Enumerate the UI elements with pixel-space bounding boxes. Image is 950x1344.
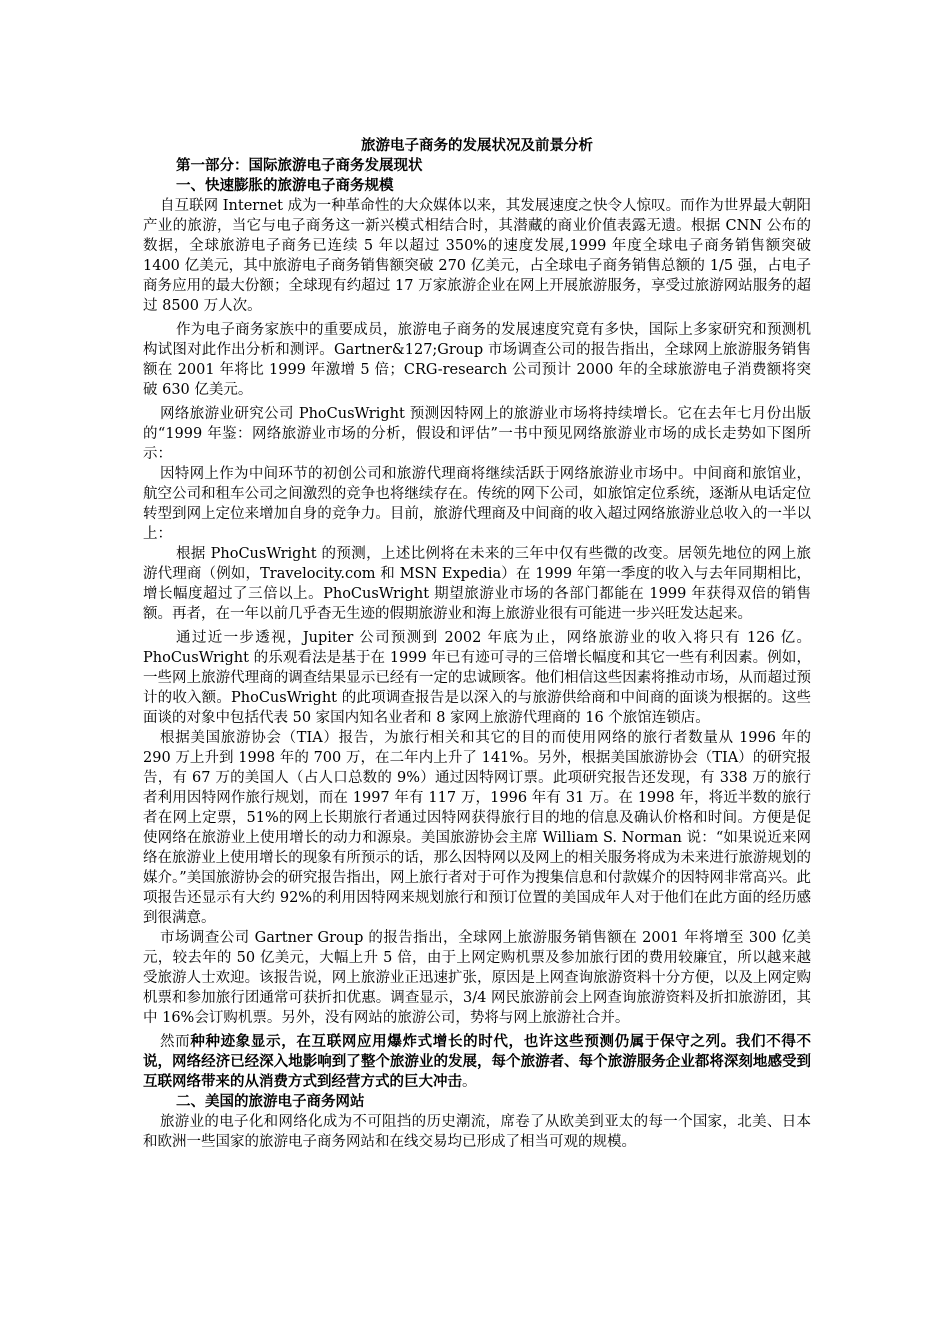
section-heading-2: 二、美国的旅游电子商务网站 [176,1093,365,1110]
paragraph-6: 通过近一步透视，Jupiter 公司预测到 2002 年底为止，网络旅游业的收入将只有 126 亿。PhoCusWright 的乐观看法是基于在 1999 年已有迹可寻的三倍增长幅度和其它一些有利因素。例如，一些网上旅游代理商的调查结果显示已经有一定的忠诚顾客。他们相信这些因素将推动市场，从而超过预计的收入额。PhoCusWright 的此项调查报告是以深入的与旅游供给商和中间商的面谈为根据的。这些面谈的对象中包括代表 50 家国内知名业者和 8 家网上旅游代理商的 16 个旅馆连锁店。 [143,630,811,726]
document-body [143,136,811,1152]
paragraph-8: 市场调查公司 Gartner Group 的报告指出，全球网上旅游服务销售额在 2001 年将增至 300 亿美元，较去年的 50 亿美元，大幅上升 5 倍，由于上网定购机票及参加旅行团的费用较廉宜，所以越来越受旅游人士欢迎。该报告说，网上旅游业正迅速扩张，原因是上网查询旅游资料十分方便，以及上网定购机票和参加旅行团通常可获折扣优惠。调查显示，3/4 网民旅游前会上网查询旅游资料及折扣旅游团，其中 16%会订购机票。另外，没有网站的旅游公司，势将与网上旅游社合并。 [143,930,811,1026]
section-heading-1: 一、快速膨胀的旅游电子商务规模 [176,177,394,194]
document-title: 旅游电子商务的发展状况及前景分析 [361,137,593,154]
paragraph-10: 旅游业的电子化和网络化成为不可阻挡的历史潮流，席卷了从欧美到亚太的每一个国家，北美、日本和欧洲一些国家的旅游电子商务网站和在线交易均已形成了相当可观的规模。 [143,1114,811,1150]
paragraph-1: 自互联网 Internet 成为一种革命性的大众媒体以来，其发展速度之快令人惊叹。而作为世界最大朝阳产业的旅游，当它与电子商务这一新兴模式相结合时，其潜藏的商业价值表露无遗。根据 CNN 公布的数据，全球旅游电子商务已连续 5 年以超过 350%的速度发展,1999 年度全球电子商务销售额突破 1400 亿美元，其中旅游电子商务销售额突破 270 亿美元，占全球电子商务销售总额的 1/5 强，占电子商务应用的最大份额；全球现有约超过 17 万家旅游企业在网上开展旅游服务，享受过旅游网站服务的超过 8500 万人次。 [143,198,811,314]
paragraph-9-emphasis: 种种迹象显示，在互联网应用爆炸式增长的时代，也许这些预测仍属于保守之列。我们不得不说，网络经济已经深入地影响到了整个旅游业的发展，每个旅游者、每个旅游服务企业都将深刻地感受到互联网络带来的从消费方式到经营方式的巨大冲击 [143,1033,811,1090]
paragraph-7: 根据美国旅游协会（TIA）报告，为旅行相关和其它的目的而使用网络的旅行者数量从 1996 年的 290 万上升到 1998 年的 700 万，在二年内上升了 141%。另外，根据美国旅游协会（TIA）的研究报告，有 67 万的美国人（占人口总数的 9%）通过因特网订票。此项研究报告还发现，有 338 万的旅行者利用因特网作旅行规划，而在 1997 年有 117 万，1996 年有 31 万。在 1998 年，将近半数的旅行者在网上定票，51%的网上长期旅行者通过因特网获得旅行目的地的信息及确认价格和时间。方便是促使网络在旅游业上使用增长的动力和源泉。美国旅游协会主席 William S. Norman 说：“如果说近来网络在旅游业上使用增长的现象有所预示的话，那么因特网以及网上的相关服务将成为未来进行旅游规划的媒介。”美国旅游协会的研究报告指出，网上旅行者对于可作为搜集信息和付款媒介的因特网非常高兴。此项报告还显示有大约 92%的利用因特网来规划旅行和预订位置的美国成年人对于他们在此方面的经历感到很满意。 [143,730,811,926]
paragraph-5: 根据 PhoCusWright 的预测，上述比例将在未来的三年中仅有些微的改变。居领先地位的网上旅游代理商（例如，Travelocity.com 和 MSN Expedia）在 1999 年第一季度的收入与去年同期相比，增长幅度超过了三倍以上。PhoCusWright 期望旅游业市场的各部门都能在 1999 年获得双倍的销售额。再者，在一年以前几乎杳无生迹的假期旅游业和海上旅游业很有可能进一步兴旺发达起来。 [143,546,811,622]
paragraph-3: 网络旅游业研究公司 PhoCusWright 预测因特网上的旅游业市场将持续增长。它在去年七月份出版的“1999 年鉴：网络旅游业市场的分析，假设和评估”一书中预见网络旅游业市场的成长走势如下图所示： [143,406,811,462]
paragraph-9 [143,1032,811,1092]
paragraph-2: 作为电子商务家族中的重要成员，旅游电子商务的发展速度究竟有多快，国际上多家研究和预测机构试图对此作出分析和测评。Gartner&127;Group 市场调查公司的报告指出，全球网上旅游服务销售额在 2001 年将比 1999 年激增 5 倍；CRG-research 公司预计 2000 年的全球旅游电子消费额将突破 630 亿美元。 [143,322,811,398]
paragraph-9-end: 。 [462,1074,477,1090]
paragraph-9-lead: 然而 [160,1034,191,1050]
paragraph-4: 因特网上作为中间环节的初创公司和旅游代理商将继续活跃于网络旅游业市场中。中间商和旅馆业，航空公司和租车公司之间激烈的竞争也将继续存在。传统的网下公司，如旅馆定位系统，逐渐从电话定位转型到网上定位来增加自身的竞争力。目前，旅游代理商及中间商的收入超过网络旅游业总收入的一半以上： [143,466,811,542]
part-heading: 第一部分：国际旅游电子商务发展现状 [176,157,423,174]
